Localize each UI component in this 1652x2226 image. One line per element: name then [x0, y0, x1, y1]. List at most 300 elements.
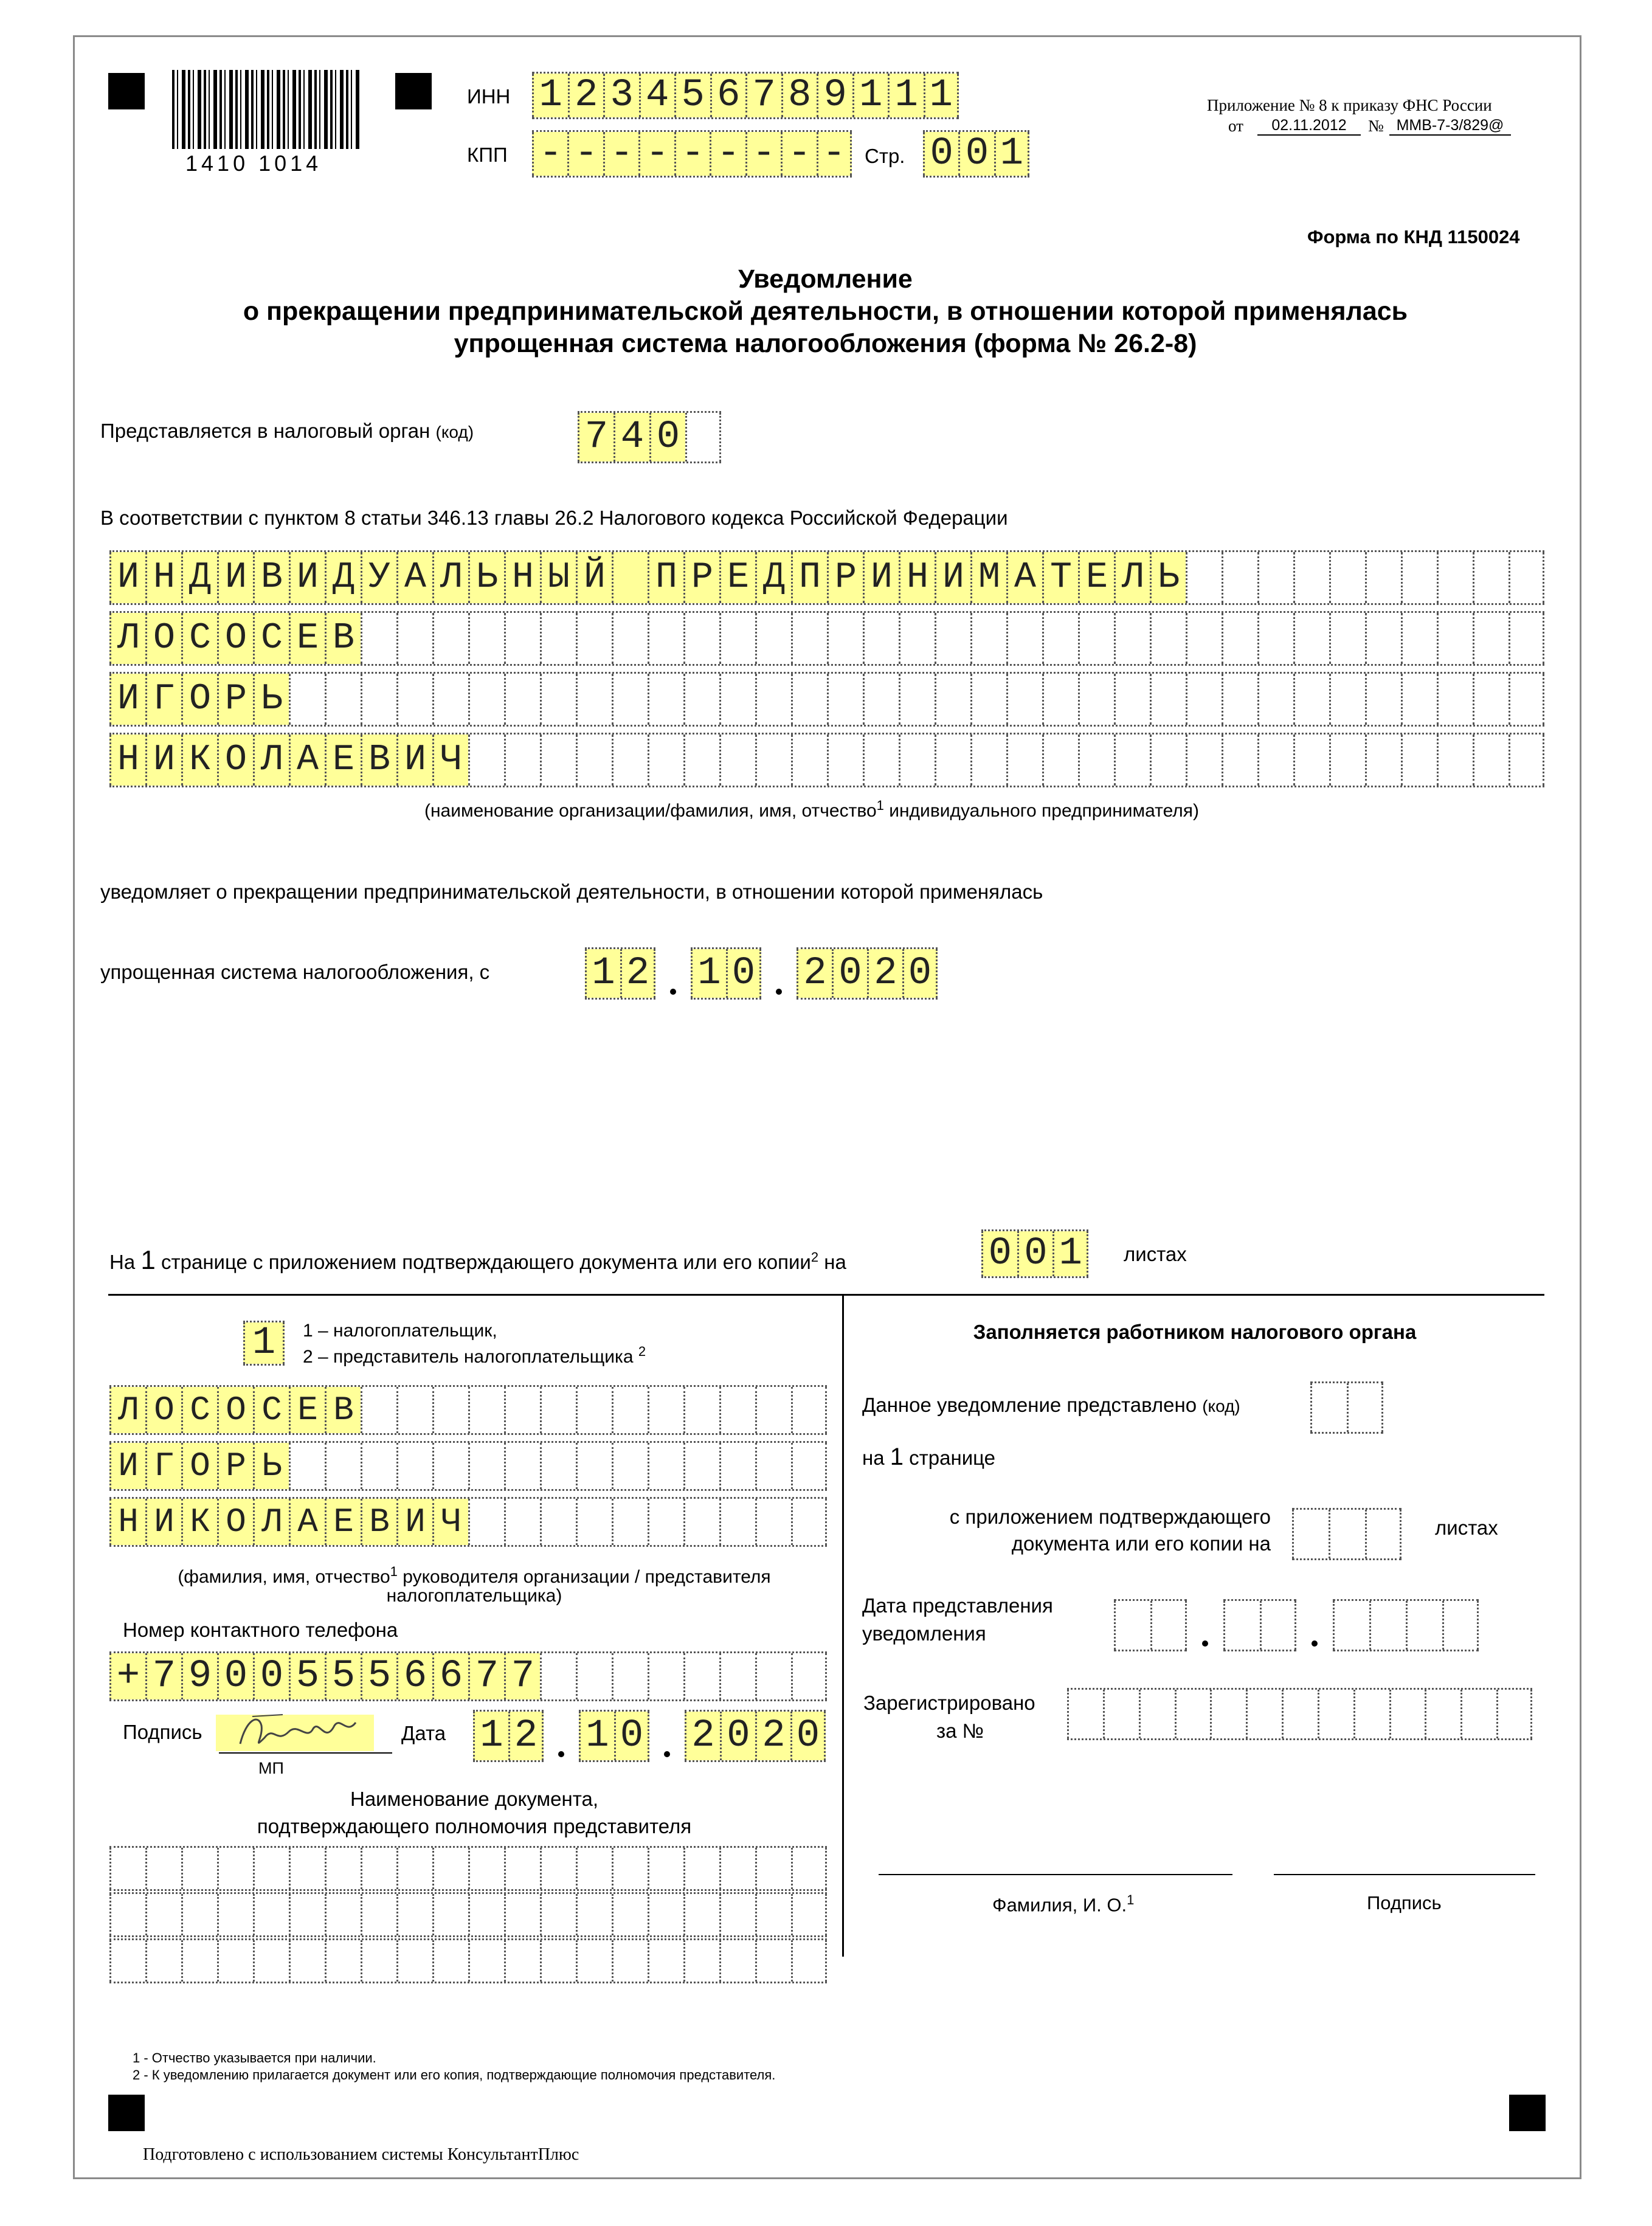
name-row-cell	[1401, 674, 1437, 725]
left-name-row-cell	[612, 1387, 648, 1433]
doc-row-cell	[181, 1894, 217, 1935]
name-row-cell	[970, 674, 1006, 725]
name-row-cell: М	[970, 552, 1006, 603]
reg-number-cell	[1425, 1690, 1460, 1738]
inn-cell: 1	[924, 74, 959, 117]
name-row-cell	[1365, 674, 1401, 725]
doc-row-cell	[325, 1894, 361, 1935]
left-name-row-cell	[755, 1499, 791, 1545]
name-row-cell	[827, 674, 863, 725]
reg-number-cell	[1318, 1690, 1353, 1738]
name-row-cell: Л	[253, 735, 289, 786]
name-row-cell	[576, 674, 612, 725]
right-sheets-cells[interactable]	[1292, 1508, 1401, 1560]
sign-date-month[interactable]	[579, 1710, 649, 1762]
name-row-cell	[325, 674, 361, 725]
inn-cell: 4	[639, 74, 675, 117]
attach-label-2: документа или его копии на	[1011, 1532, 1271, 1555]
doc-row-cell	[683, 1848, 719, 1889]
name-row-cell	[791, 674, 827, 725]
phone-cell	[791, 1653, 827, 1699]
page-label: Стр.	[865, 145, 905, 167]
doc-row-cell	[468, 1940, 504, 1982]
kpp-cell: -	[567, 132, 603, 176]
left-name-row-cell: К	[181, 1499, 217, 1545]
sign-date-month-cell: 1	[579, 1712, 614, 1760]
phone-cell	[755, 1653, 791, 1699]
doc-row-cell	[540, 1848, 576, 1889]
name-row-cell	[1509, 674, 1544, 725]
name-row-cell: Ь	[468, 552, 504, 603]
doc-row-cell	[540, 1940, 576, 1982]
stop-date-year[interactable]	[797, 947, 938, 1000]
signer-code-cells[interactable]	[243, 1321, 285, 1366]
doc-row[interactable]	[109, 1892, 827, 1937]
doc-row-cell	[396, 1894, 432, 1935]
name-row-cell	[540, 613, 576, 664]
name-row-cell: Г	[145, 674, 181, 725]
inn-cell: 1	[852, 74, 888, 117]
phone-cell: 7	[468, 1653, 504, 1699]
sign-date-day-cell: 1	[473, 1712, 508, 1760]
stop-date-month[interactable]	[691, 947, 761, 1000]
right-code-cell	[1310, 1383, 1347, 1432]
stop-date-separator-dot	[670, 989, 676, 995]
phone-cell: +	[109, 1653, 145, 1699]
name-row-cell	[1329, 735, 1365, 786]
name-row-cell	[827, 613, 863, 664]
doc-row-cell	[325, 1848, 361, 1889]
name-row-cell: И	[217, 552, 253, 603]
basis-text: В соответствии с пунктом 8 статьи 346.13 главы 26.2 Налогового кодекса Российской Федерации	[100, 506, 1008, 529]
appendix-no-sign: №	[1368, 117, 1384, 135]
left-name-row-cell	[791, 1499, 827, 1545]
right-sheets-suffix: листах	[1435, 1516, 1498, 1539]
name-row-cell	[648, 613, 683, 664]
doc-row-cell	[396, 1940, 432, 1982]
left-name-row-cell	[468, 1499, 504, 1545]
signature-icon	[216, 1707, 374, 1756]
phone-cell: 5	[361, 1653, 396, 1699]
inn-label: ИНН	[467, 85, 511, 108]
name-row-cell	[1293, 613, 1329, 664]
name-row-cell	[1186, 674, 1222, 725]
name-row-cell	[1042, 613, 1078, 664]
name-row-cell	[1509, 735, 1544, 786]
name-row-cell: К	[181, 735, 217, 786]
doc-row-cell	[648, 1894, 683, 1935]
left-name-row-cell: Л	[109, 1387, 145, 1433]
name-row-cell	[1222, 613, 1257, 664]
kpp-cell: -	[638, 132, 674, 176]
left-name-row[interactable]	[109, 1497, 827, 1547]
left-name-row[interactable]	[109, 1385, 827, 1435]
doc-row-cell	[217, 1940, 253, 1982]
name-row-cell: В	[253, 552, 289, 603]
name-row-cell	[1257, 674, 1293, 725]
inn-cell: 7	[745, 74, 781, 117]
doc-row-cell	[468, 1894, 504, 1935]
name-row-cell	[1293, 674, 1329, 725]
sign-date-year-cell: 0	[790, 1712, 826, 1760]
inn-cell: 8	[781, 74, 817, 117]
doc-row-cell	[719, 1894, 755, 1935]
left-name-row-cell	[468, 1443, 504, 1489]
stop-date-month-cell: 1	[691, 949, 726, 998]
name-row-cell	[1437, 552, 1473, 603]
name-row-cell	[1509, 613, 1544, 664]
inn-cell: 1	[532, 74, 568, 117]
name-row-cell	[1078, 735, 1114, 786]
doc-row-cell	[361, 1940, 396, 1982]
name-row-cell	[791, 735, 827, 786]
name-row-cell	[1437, 674, 1473, 725]
name-row-cell: Е	[289, 613, 325, 664]
name-row-cell	[1114, 613, 1150, 664]
left-name-row-cell	[396, 1387, 432, 1433]
left-name-row-cell: С	[253, 1387, 289, 1433]
stop-date-month-cell: 0	[726, 949, 761, 998]
name-row-cell	[1078, 674, 1114, 725]
right-date-year-cell	[1333, 1601, 1369, 1650]
name-row-cell	[1437, 735, 1473, 786]
left-name-row-cell: О	[145, 1387, 181, 1433]
name-row-cell: Н	[504, 552, 540, 603]
corner-marker	[108, 2095, 145, 2131]
left-name-row-cell	[576, 1443, 612, 1489]
name-row-cell	[1365, 552, 1401, 603]
stop-date-year-cell: 0	[902, 949, 938, 998]
sign-date-separator-dot	[558, 1751, 564, 1757]
name-row-cell	[576, 613, 612, 664]
name-row-cell	[899, 674, 935, 725]
left-name-row-cell	[791, 1387, 827, 1433]
name-row-cell: О	[181, 674, 217, 725]
doc-row-cell	[504, 1894, 540, 1935]
phone-cell	[612, 1653, 648, 1699]
right-date-year[interactable]	[1333, 1599, 1479, 1651]
name-row-cell	[1222, 735, 1257, 786]
page-cells[interactable]	[923, 130, 1029, 178]
inn-cell: 3	[603, 74, 639, 117]
left-name-row-cell	[540, 1499, 576, 1545]
name-row-cell: Р	[217, 674, 253, 725]
left-name-row-cell: Е	[289, 1387, 325, 1433]
tax-office-code-cells[interactable]	[578, 411, 721, 463]
name-row-cell: Й	[576, 552, 612, 603]
name-row-cell	[648, 735, 683, 786]
doc-row-cell	[791, 1940, 827, 1982]
name-row-cell	[1078, 613, 1114, 664]
name-row-cell	[1473, 674, 1509, 725]
reg-number-cell	[1246, 1690, 1282, 1738]
date-submitted-label-2: уведомления	[862, 1622, 986, 1645]
doc-row-cell	[289, 1848, 325, 1889]
name-row-cell	[468, 613, 504, 664]
phone-cell: 6	[396, 1653, 432, 1699]
name-row-cell: И	[863, 552, 899, 603]
sheets-cell: 0	[981, 1231, 1017, 1276]
notify-text: уведомляет о прекращении предпринимательской деятельности, в отношении которой применялась	[100, 880, 1043, 903]
name-row-cell	[1473, 613, 1509, 664]
left-name-row-cell: Ч	[432, 1499, 468, 1545]
reg-number-cells[interactable]	[1067, 1688, 1532, 1740]
doc-row-cell	[361, 1848, 396, 1889]
name-row-cell	[1437, 613, 1473, 664]
phone-cell: 5	[325, 1653, 361, 1699]
kpp-cells[interactable]	[532, 130, 852, 178]
left-name-row-cell	[612, 1499, 648, 1545]
doc-row[interactable]	[109, 1938, 827, 1983]
name-row-cell	[1401, 613, 1437, 664]
doc-row-cell	[253, 1848, 289, 1889]
name-row-cell	[863, 674, 899, 725]
doc-row-cell	[109, 1940, 145, 1982]
name-row-cell	[1365, 735, 1401, 786]
doc-row-cell	[576, 1940, 612, 1982]
stop-date-year-cell: 2	[797, 949, 832, 998]
left-name-row-cell	[504, 1499, 540, 1545]
doc-row-cell	[755, 1940, 791, 1982]
left-name-row-cell: Е	[325, 1499, 361, 1545]
left-name-row-cell	[468, 1387, 504, 1433]
attach-label-1: с приложением подтверждающего	[949, 1505, 1271, 1528]
sign-date-day[interactable]	[473, 1710, 544, 1762]
name-row-cell: Н	[109, 735, 145, 786]
name-row-cell	[683, 613, 719, 664]
left-name-row-cell	[612, 1443, 648, 1489]
kpp-label: КПП	[467, 143, 508, 166]
phone-cell: 0	[253, 1653, 289, 1699]
right-heading: Заполняется работником налогового органа	[973, 1321, 1417, 1343]
name-row-cell: Т	[1042, 552, 1078, 603]
name-row-cell	[612, 674, 648, 725]
barcode-number: 1410 1014	[185, 151, 322, 176]
right-date-year-cell	[1442, 1601, 1479, 1650]
phone-cell: 7	[504, 1653, 540, 1699]
right-sign-line	[1274, 1874, 1535, 1875]
name-row-cell	[1329, 674, 1365, 725]
name-row-cell	[289, 674, 325, 725]
doc-row-cell	[468, 1848, 504, 1889]
phone-label: Номер контактного телефона	[123, 1619, 398, 1641]
reg-number-cell	[1175, 1690, 1211, 1738]
name-row-cell	[540, 674, 576, 725]
divider-horizontal	[108, 1294, 1544, 1296]
name-caption: (наименование организации/фамилия, имя, отчество$^1$ индивидуального предпринимателя)	[424, 798, 1200, 821]
left-name-row-cell	[432, 1443, 468, 1489]
name-row-cell: Е	[1078, 552, 1114, 603]
name-row-cell	[791, 613, 827, 664]
name-row[interactable]	[109, 672, 1544, 727]
name-row-cell	[1473, 735, 1509, 786]
doc-row-cell	[648, 1940, 683, 1982]
name-row-cell	[1365, 613, 1401, 664]
doc-row-cell	[145, 1894, 181, 1935]
left-name-row-cell	[648, 1443, 683, 1489]
name-row-cell	[863, 613, 899, 664]
stop-date-day-cell: 2	[620, 949, 655, 998]
name-row-cell	[1042, 674, 1078, 725]
name-row-cell	[1006, 613, 1042, 664]
kpp-cell: -	[532, 132, 567, 176]
name-row-cell	[396, 613, 432, 664]
signature-line	[219, 1752, 392, 1754]
name-row-cell	[755, 735, 791, 786]
usn-text: упрощенная система налогообложения, с	[100, 961, 490, 983]
left-name-row-cell	[361, 1443, 396, 1489]
reg-number-cell	[1460, 1690, 1496, 1738]
name-row-cell	[612, 735, 648, 786]
doc-row-cell	[504, 1940, 540, 1982]
left-caption-line2: налогоплательщика)	[386, 1586, 562, 1606]
name-row-cell: И	[109, 674, 145, 725]
doc-label-2: подтверждающего полномочия представителя	[257, 1815, 692, 1837]
doc-row-cell	[145, 1848, 181, 1889]
phone-cell	[719, 1653, 755, 1699]
kpp-cell: -	[674, 132, 710, 176]
phone-cell: 7	[145, 1653, 181, 1699]
appendix-date: 02.11.2012	[1257, 117, 1361, 136]
left-name-row-cell	[791, 1443, 827, 1489]
name-row[interactable]	[109, 733, 1544, 787]
doc-row-cell	[325, 1940, 361, 1982]
name-row-cell	[396, 674, 432, 725]
doc-row-cell	[181, 1940, 217, 1982]
signer-opt1: 1 – налогоплательщик,	[303, 1321, 497, 1341]
name-row-cell	[1186, 613, 1222, 664]
name-row-cell	[361, 613, 396, 664]
name-row-cell: А	[289, 735, 325, 786]
name-row-cell	[1222, 552, 1257, 603]
inn-cell: 9	[817, 74, 852, 117]
right-date-year-cell	[1406, 1601, 1442, 1650]
name-row-cell: В	[325, 613, 361, 664]
doc-row-cell	[612, 1848, 648, 1889]
name-row[interactable]	[109, 611, 1544, 666]
name-row-cell	[827, 735, 863, 786]
right-date-day-cell	[1114, 1601, 1150, 1650]
code-hint: (код)	[435, 423, 474, 441]
phone-cell: 5	[289, 1653, 325, 1699]
sign-date-year[interactable]	[685, 1710, 826, 1762]
name-row-cell: И	[289, 552, 325, 603]
name-row-cell: А	[396, 552, 432, 603]
name-row-cell: П	[791, 552, 827, 603]
sign-date-year-cell: 2	[755, 1712, 790, 1760]
name-row[interactable]	[109, 550, 1544, 605]
doc-row-cell	[648, 1848, 683, 1889]
name-row-cell	[504, 613, 540, 664]
right-sheets-cell	[1329, 1510, 1365, 1558]
right-date-day[interactable]	[1114, 1599, 1187, 1651]
name-row-cell	[1042, 735, 1078, 786]
name-row-cell	[1401, 552, 1437, 603]
right-code-cells[interactable]	[1310, 1381, 1383, 1434]
left-name-row[interactable]	[109, 1441, 827, 1491]
doc-row-cell	[755, 1848, 791, 1889]
left-name-row-cell: Ь	[253, 1443, 289, 1489]
doc-row-cell	[576, 1894, 612, 1935]
left-name-row-cell: В	[361, 1499, 396, 1545]
sheets-cells[interactable]	[981, 1229, 1088, 1278]
name-row-cell	[719, 735, 755, 786]
name-row-cell	[1293, 552, 1329, 603]
date-submitted-label-1: Дата представления	[862, 1594, 1053, 1617]
name-row-cell: И	[935, 552, 970, 603]
stop-date-separator-dot	[776, 989, 782, 995]
name-row-cell: О	[217, 613, 253, 664]
pages-line: На 1 странице с приложением подтверждающего документа или его копии$^2$ на	[109, 1245, 846, 1275]
doc-row-cell	[755, 1894, 791, 1935]
stop-date-day[interactable]	[585, 947, 655, 1000]
left-name-row-cell	[755, 1387, 791, 1433]
appendix-line1: Приложение № 8 к приказу ФНС России	[1207, 96, 1492, 114]
doc-row-cell	[253, 1940, 289, 1982]
doc-row-cell	[432, 1940, 468, 1982]
name-row-cell: И	[396, 735, 432, 786]
name-row-cell	[361, 674, 396, 725]
left-name-row-cell	[540, 1443, 576, 1489]
doc-label-1: Наименование документа,	[350, 1788, 598, 1810]
name-row-cell	[1509, 552, 1544, 603]
doc-row-cell	[181, 1848, 217, 1889]
kpp-cell: -	[603, 132, 638, 176]
inn-cell: 1	[888, 74, 924, 117]
right-date-month[interactable]	[1223, 1599, 1296, 1651]
name-row-cell: С	[253, 613, 289, 664]
inn-cell: 2	[568, 74, 604, 117]
signature-area[interactable]	[216, 1715, 374, 1751]
name-row-cell	[576, 735, 612, 786]
doc-row-cell	[683, 1894, 719, 1935]
name-row-cell: Н	[899, 552, 935, 603]
inn-cell: 5	[674, 74, 710, 117]
name-row-cell: У	[361, 552, 396, 603]
doc-row-cell	[217, 1848, 253, 1889]
name-row-cell	[719, 674, 755, 725]
name-row-cell	[432, 613, 468, 664]
doc-row-cell	[253, 1894, 289, 1935]
inn-cells[interactable]	[532, 72, 959, 119]
tax-code-cell	[685, 413, 721, 461]
name-row-cell: Ы	[540, 552, 576, 603]
name-row-cell	[432, 674, 468, 725]
left-name-row-cell	[648, 1387, 683, 1433]
left-name-row-cell: О	[181, 1443, 217, 1489]
right-sheets-cell	[1365, 1510, 1401, 1558]
reg-number-cell	[1210, 1690, 1246, 1738]
phone-cells[interactable]	[109, 1651, 827, 1701]
name-row-cell	[1257, 613, 1293, 664]
stop-date-day-cell: 1	[585, 949, 620, 998]
name-row-cell	[683, 735, 719, 786]
name-row-cell	[755, 674, 791, 725]
reg-label-2: за №	[936, 1720, 984, 1742]
name-row-cell: И	[109, 552, 145, 603]
name-row-cell	[1293, 735, 1329, 786]
left-name-row-cell	[504, 1387, 540, 1433]
page-cell: 1	[994, 132, 1029, 176]
left-name-row-cell	[504, 1443, 540, 1489]
footer-text: Подготовлено с использованием системы КонсультантПлюс	[143, 2145, 579, 2164]
name-row-cell	[612, 552, 648, 603]
name-row-cell	[1401, 735, 1437, 786]
name-row-cell	[935, 613, 970, 664]
name-row-cell	[1114, 674, 1150, 725]
name-row-cell: В	[361, 735, 396, 786]
doc-row[interactable]	[109, 1846, 827, 1891]
